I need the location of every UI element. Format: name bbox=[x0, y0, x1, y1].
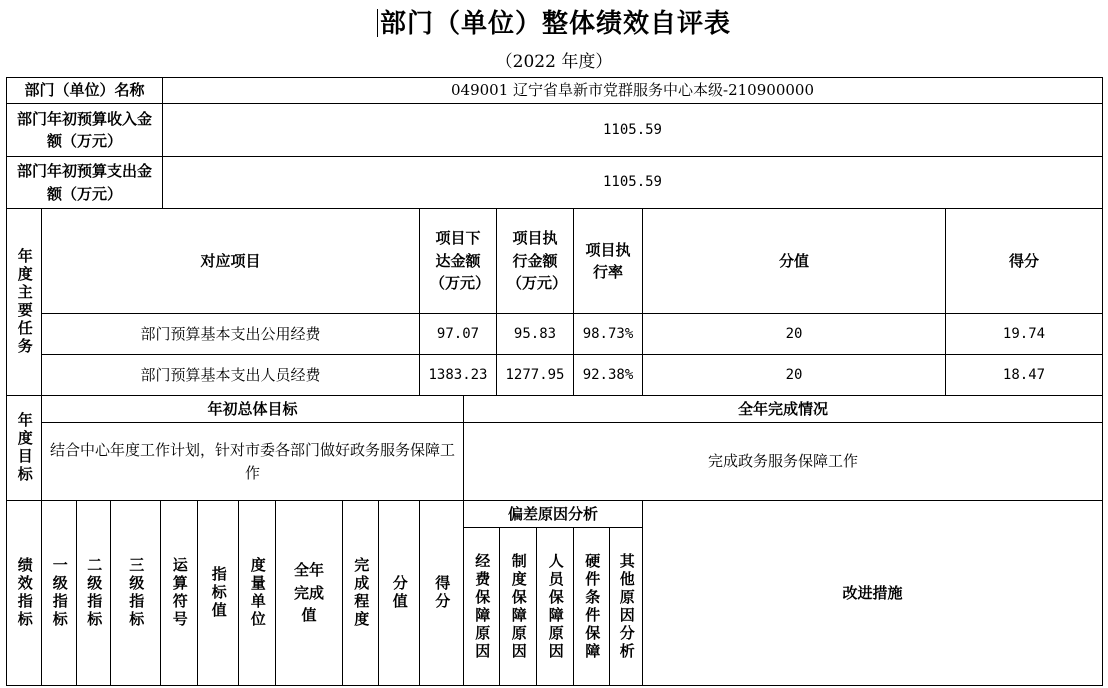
table-row-rate: 92.38% bbox=[573, 354, 643, 396]
reason-funding-header: 经费保障原因 bbox=[463, 527, 500, 686]
indicator-level1-header: 一级指标 bbox=[41, 500, 77, 686]
reason-system-header: 制度保障原因 bbox=[499, 527, 537, 686]
page-title bbox=[0, 4, 1108, 44]
table-row-issued: 97.07 bbox=[419, 313, 497, 355]
deviation-header: 偏差原因分析 bbox=[463, 500, 643, 528]
table-row-score-value: 20 bbox=[642, 313, 946, 355]
indicator-target-header: 指标值 bbox=[197, 500, 239, 686]
tasks-header-issued: 项目下达金额（万元） bbox=[419, 208, 497, 314]
reason-staff-header: 人员保障原因 bbox=[536, 527, 574, 686]
indicator-score-header: 得分 bbox=[419, 500, 464, 686]
goals-completion-text: 完成政务服务保障工作 bbox=[463, 422, 1103, 501]
expense-value: 1105.59 bbox=[162, 156, 1103, 209]
table-row-score: 18.47 bbox=[945, 354, 1103, 396]
tasks-section-label: 年度主要任务 bbox=[6, 208, 42, 396]
table-row-executed: 1277.95 bbox=[496, 354, 574, 396]
improvement-header: 改进措施 bbox=[642, 500, 1103, 686]
indicator-level2-header: 二级指标 bbox=[76, 500, 111, 686]
table-row-executed: 95.83 bbox=[496, 313, 574, 355]
tasks-header-project: 对应项目 bbox=[41, 208, 420, 314]
income-value: 1105.59 bbox=[162, 103, 1103, 157]
table-row-score-value: 20 bbox=[642, 354, 946, 396]
table-row-rate: 98.73% bbox=[573, 313, 643, 355]
report-year: （2022 年度） bbox=[495, 52, 613, 72]
goals-initial-header: 年初总体目标 bbox=[41, 395, 464, 423]
reason-other-header: 其他原因分析 bbox=[609, 527, 643, 686]
table-row-score: 19.74 bbox=[945, 313, 1103, 355]
goals-completion-header: 全年完成情况 bbox=[463, 395, 1103, 423]
indicator-annual-header bbox=[275, 500, 343, 686]
dept-name-value: 049001 辽宁省阜新市党群服务中心本级-210900000 bbox=[162, 77, 1103, 104]
indicator-degree-header: 完成程度 bbox=[342, 500, 379, 686]
indicator-level3-header: 三级指标 bbox=[110, 500, 161, 686]
table-row-issued: 1383.23 bbox=[419, 354, 497, 396]
indicator-annual-text: 全年完成值 bbox=[293, 561, 324, 625]
goals-section-label: 年度目标 bbox=[6, 395, 42, 501]
tasks-header-score-value: 分值 bbox=[642, 208, 946, 314]
table-row-project: 部门预算基本支出公用经费 bbox=[41, 313, 420, 355]
page-title-text: 部门（单位）整体绩效自评表 bbox=[379, 9, 731, 39]
indicator-unit-header: 度量单位 bbox=[238, 500, 276, 686]
reason-hardware-header: 硬件条件保障 bbox=[573, 527, 610, 686]
tasks-header-executed: 项目执行金额（万元） bbox=[496, 208, 574, 314]
table-row-project: 部门预算基本支出人员经费 bbox=[41, 354, 420, 396]
tasks-header-rate: 项目执行率 bbox=[573, 208, 643, 314]
indicators-section-label: 绩效指标 bbox=[6, 500, 42, 686]
goals-initial-text: 结合中心年度工作计划，针对市委各部门做好政务服务保障工作 bbox=[41, 422, 464, 501]
income-label: 部门年初预算收入金额（万元） bbox=[6, 103, 163, 157]
tasks-header-score: 得分 bbox=[945, 208, 1103, 314]
expense-label: 部门年初预算支出金额（万元） bbox=[6, 156, 163, 209]
dept-name-label: 部门（单位）名称 bbox=[6, 77, 163, 104]
indicator-score-value-header: 分值 bbox=[378, 500, 420, 686]
indicator-operator-header: 运算符号 bbox=[160, 500, 198, 686]
text-cursor bbox=[377, 9, 378, 37]
